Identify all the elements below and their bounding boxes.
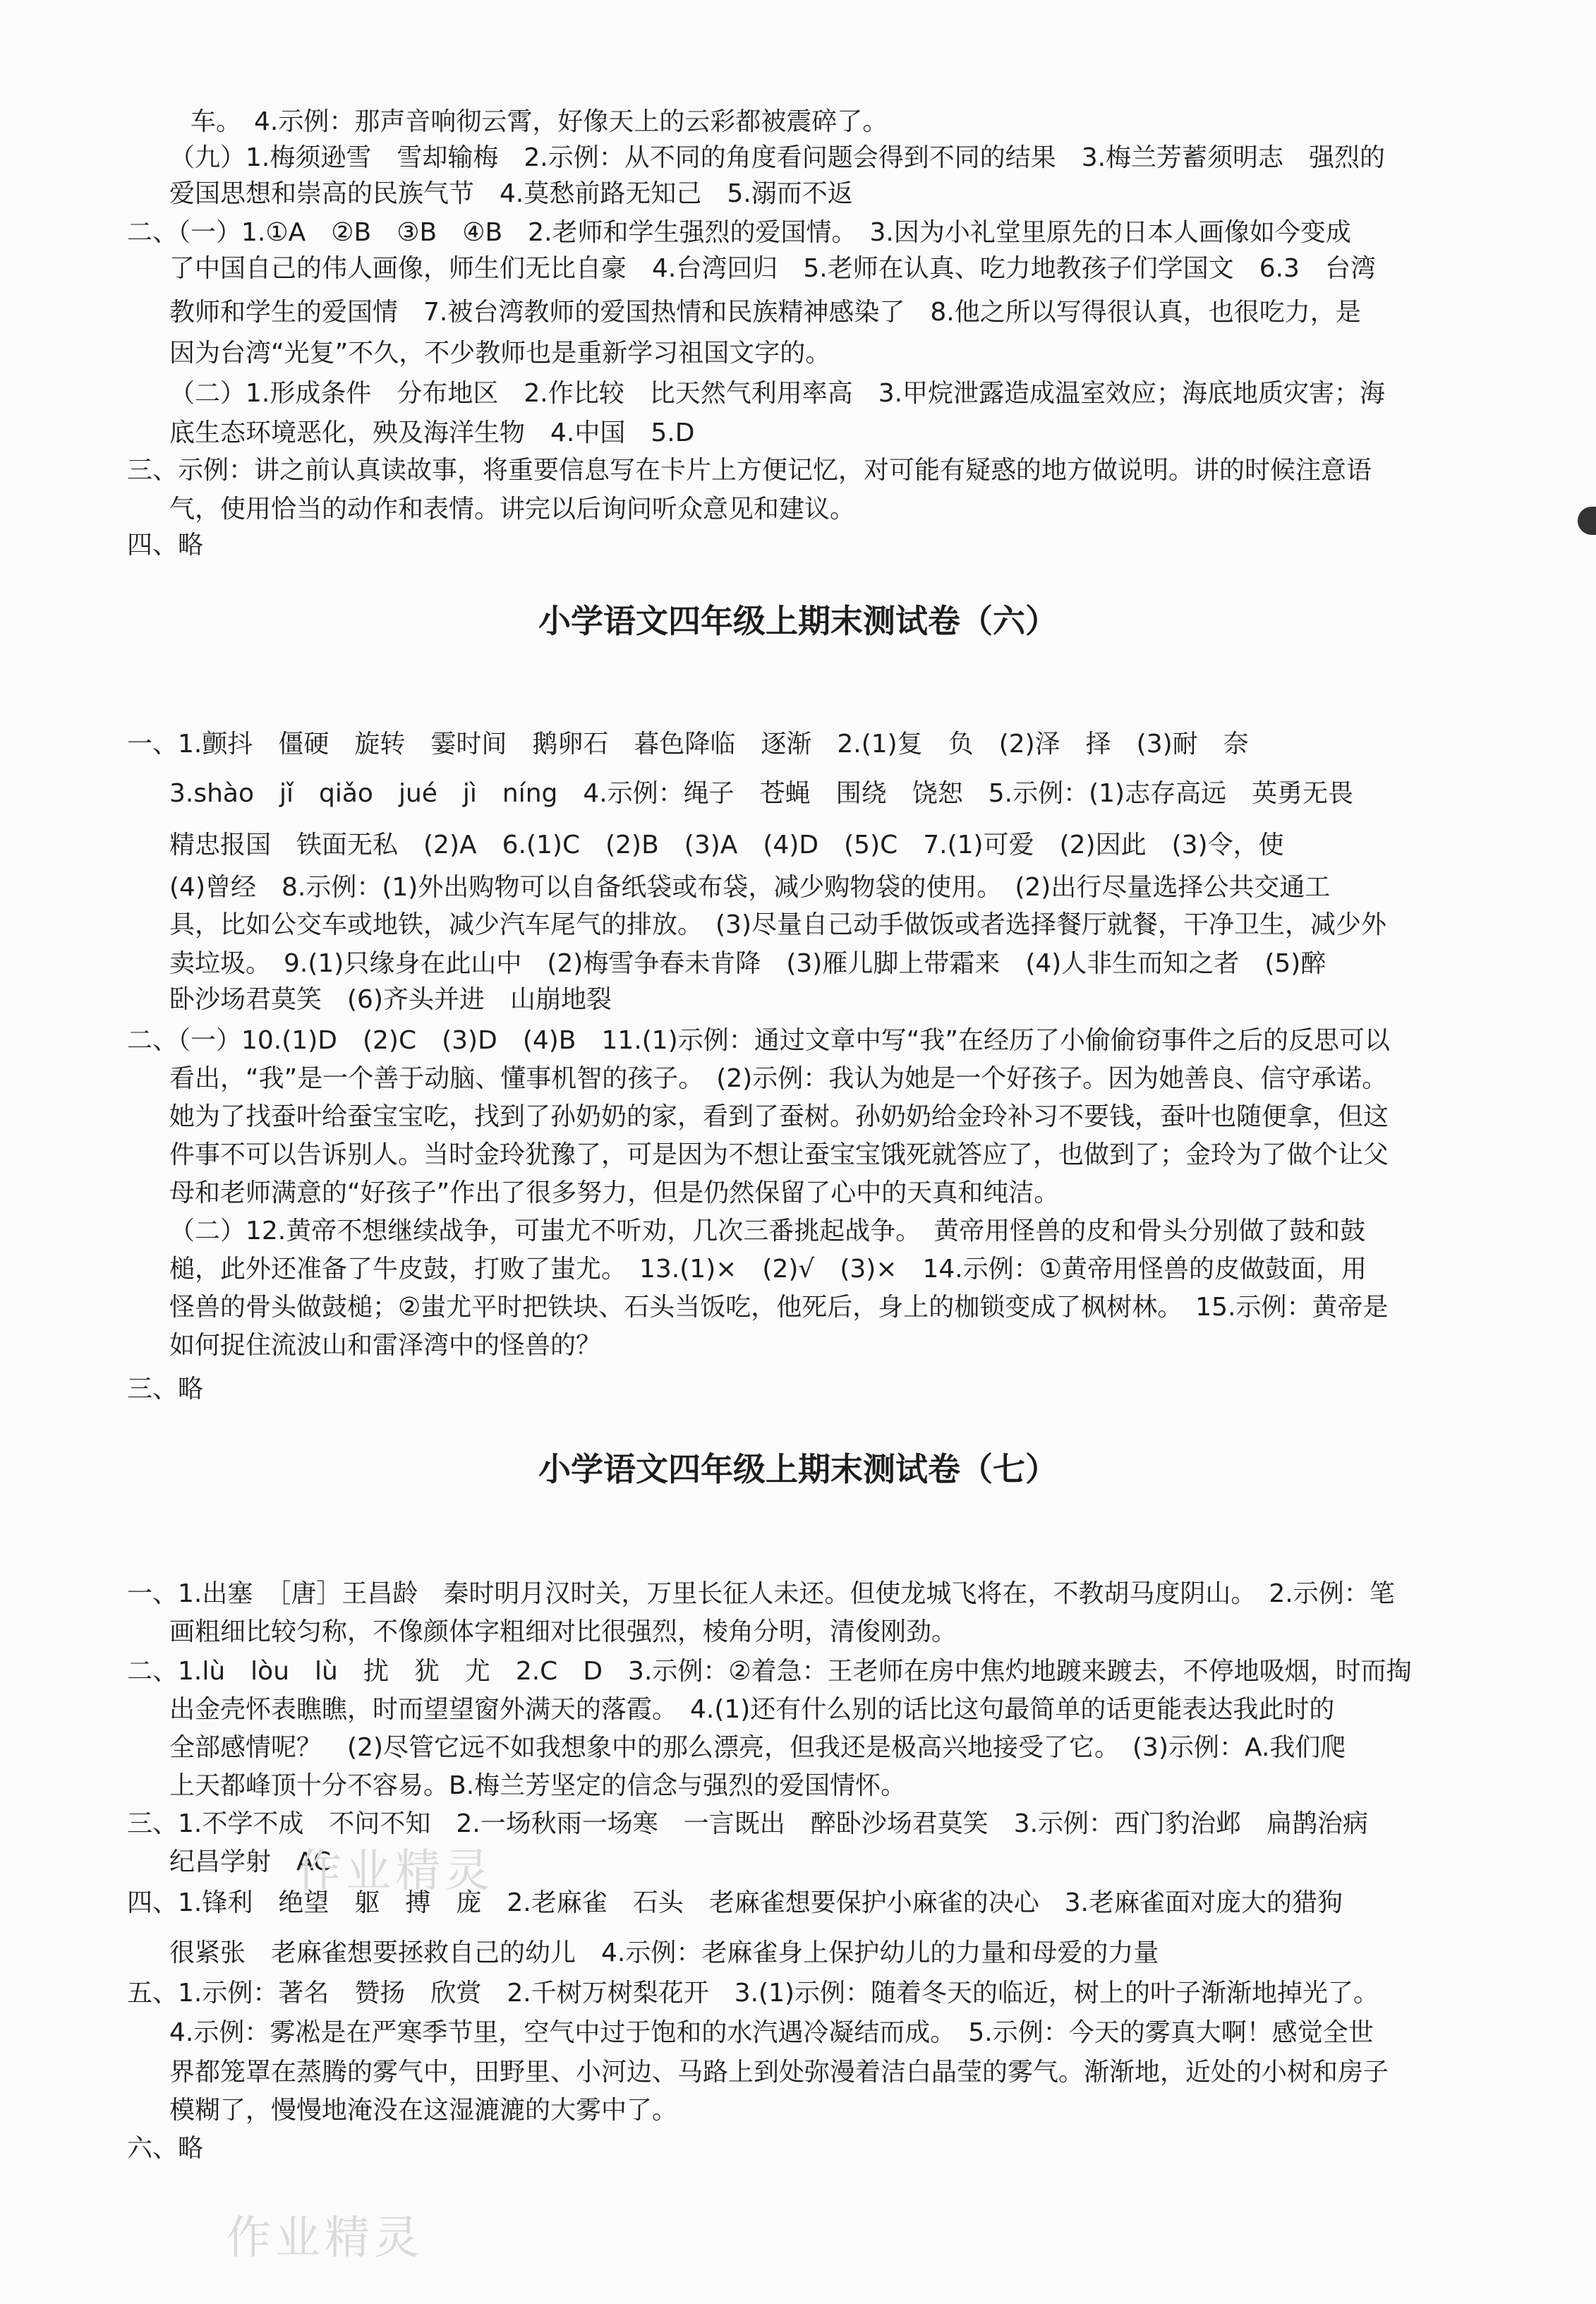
text-line: 3.shào jǐ qiǎo jué jì níng 4.示例：绳子 苍蝇 围绕 饶恕 5.示例：(1)志存高远 英勇无畏 [169, 779, 1354, 808]
text-line: 画粗细比较匀称，不像颜体字粗细对比很强烈，棱角分明，清俊刚劲。 [169, 1617, 957, 1646]
section-title: 小学语文四年级上期末测试卷（七） [538, 1450, 1058, 1488]
text-line: 具，比如公交车或地铁，减少汽车尾气的排放。 (3)尽量自己动手做饭或者选择餐厅就餐，干净卫生，减少外 [169, 910, 1386, 939]
text-line: 纪昌学射 AC [169, 1847, 332, 1876]
text-line: 四、略 [127, 531, 204, 560]
text-line: 母和老师满意的“好孩子”作出了很多努力，但是仍然保留了心中的天真和纯洁。 [169, 1178, 1060, 1207]
watermark: 作业精灵 [296, 1845, 494, 1898]
page-edge-mark [1578, 507, 1596, 535]
text-line: 很紧张 老麻雀想要拯救自己的幼儿 4.示例：老麻雀身上保护幼儿的力量和母爱的力量 [169, 1938, 1159, 1967]
section-title: 小学语文四年级上期末测试卷（六） [538, 602, 1058, 640]
text-line: 精忠报国 铁面无私 (2)A 6.(1)C (2)B (3)A (4)D (5)C 7.(1)可爱 (2)因此 (3)令，使 [169, 831, 1284, 860]
text-line: 件事不可以告诉别人。当时金玲犹豫了，可是因为不想让蚕宝宝饿死就答应了，也做到了；金玲为了做个让父 [169, 1140, 1389, 1169]
text-line: 卧沙场君莫笑 (6)齐头并进 山崩地裂 [169, 985, 612, 1014]
text-line: 二、1.lù lòu lù 扰 犹 尤 2.C D 3.示例：②着急：王老师在房中焦灼地踱来踱去，不停地吸烟，时而掏 [127, 1657, 1412, 1686]
text-line: 如何捉住流波山和雷泽湾中的怪兽的？ [169, 1331, 602, 1360]
text-line: 出金壳怀表瞧瞧，时而望望窗外满天的落霞。 4.(1)还有什么别的话比这句最简单的话更能表达我此时的 [169, 1695, 1335, 1724]
text-line: 全部感情呢？ (2)尽管它远不如我想象中的那么漂亮，但我还是极高兴地接受了它。 (3)示例：A.我们爬 [169, 1733, 1346, 1762]
text-line: (4)曾经 8.示例：(1)外出购物可以自备纸袋或布袋，减少购物袋的使用。 (2)出行尽量选择公共交通工 [169, 873, 1331, 902]
text-line: 气，使用恰当的动作和表情。讲完以后询问听众意见和建议。 [169, 495, 856, 524]
text-line: 上天都峰顶十分不容易。B.梅兰芳坚定的信念与强烈的爱国情怀。 [169, 1771, 907, 1800]
text-line: 怪兽的骨头做鼓槌；②蚩尤平时把铁块、石头当饭吃，他死后，身上的枷锁变成了枫树林。 15.示例：黄帝是 [169, 1293, 1389, 1322]
text-line: 卖垃圾。 9.(1)只缘身在此山中 (2)梅雪争春未肯降 (3)雁儿脚上带霜来 (4)人非生而知之者 (5)醉 [169, 949, 1326, 978]
text-line: （九）1.梅须逊雪 雪却输梅 2.示例：从不同的角度看问题会得到不同的结果 3.梅兰芳蓄须明志 强烈的 [169, 143, 1386, 172]
text-line: 底生态环境恶化，殃及海洋生物 4.中国 5.D [169, 418, 695, 447]
text-line: 三、略 [127, 1375, 204, 1404]
text-line: 因为台湾“光复”不久，不少教师也是重新学习祖国文字的。 [169, 339, 831, 368]
text-line: 六、略 [127, 2134, 204, 2163]
text-line: 了中国自己的伟人画像，师生们无比自豪 4.台湾回归 5.老师在认真、吃力地教孩子们学国文 6.3 台湾 [169, 254, 1376, 283]
text-line: 4.示例：雾凇是在严寒季节里，空气中过于饱和的水汽遇冷凝结而成。 5.示例：今天的雾真大啊！感觉全世 [169, 2018, 1374, 2047]
text-line: 二、（一）1.①A ②B ③B ④B 2.老师和学生强烈的爱国情。 3.因为小礼堂里原先的日本人画像如今变成 [127, 218, 1351, 247]
text-line: 一、1.颤抖 僵硬 旋转 霎时间 鹅卵石 暮色降临 逐渐 2.(1)复 负 (2)泽 择 (3)耐 奈 [127, 730, 1249, 759]
watermark: 作业精灵 [226, 2212, 423, 2264]
text-line: 爱国思想和崇高的民族气节 4.莫愁前路无知己 5.溺而不返 [169, 179, 853, 208]
text-line: （二）12.黄帝不想继续战争，可蚩尤不听劝，几次三番挑起战争。 黄帝用怪兽的皮和骨头分别做了鼓和鼓 [169, 1217, 1366, 1246]
text-line: 界都笼罩在蒸腾的雾气中，田野里、小河边、马路上到处弥漫着洁白晶莹的雾气。渐渐地，近处的小树和房子 [169, 2058, 1389, 2087]
text-line: 她为了找蚕叶给蚕宝宝吃，找到了孙奶奶的家，看到了蚕树。孙奶奶给金玲补习不要钱，蚕叶也随便拿，但这 [169, 1102, 1389, 1131]
text-line: 三、1.不学不成 不问不知 2.一场秋雨一场寒 一言既出 醉卧沙场君莫笑 3.示例：西门豹治邺 扁鹊治病 [127, 1809, 1369, 1838]
text-line: 车。 4.示例：那声音响彻云霄，好像天上的云彩都被震碎了。 [191, 107, 888, 136]
text-line: 二、（一）10.(1)D (2)C (3)D (4)B 11.(1)示例：通过文章中写“我”在经历了小偷偷窃事件之后的反思可以 [127, 1026, 1391, 1055]
text-line: （二）1.形成条件 分布地区 2.作比较 比天然气利用率高 3.甲烷泄露造成温室效应；海底地质灾害；海 [169, 379, 1386, 408]
text-line: 模糊了，慢慢地淹没在这湿漉漉的大雾中了。 [169, 2096, 678, 2125]
text-line: 三、示例：讲之前认真读故事，将重要信息写在卡片上方便记忆，对可能有疑惑的地方做说明。讲的时候注意语 [127, 456, 1372, 485]
text-line: 四、1.锋利 绝望 躯 搏 庞 2.老麻雀 石头 老麻雀想要保护小麻雀的决心 3.老麻雀面对庞大的猎狗 [127, 1888, 1343, 1917]
text-line: 教师和学生的爱国情 7.被台湾教师的爱国热情和民族精神感染了 8.他之所以写得很认真，也很吃力，是 [169, 298, 1361, 327]
text-line: 槌，此外还准备了牛皮鼓，打败了蚩尤。 13.(1)× (2)√ (3)× 14.示例：①黄帝用怪兽的皮做鼓面，用 [169, 1255, 1367, 1284]
text-line: 看出，“我”是一个善于动脑、懂事机智的孩子。 (2)示例：我认为她是一个好孩子。因为她善良、信守承诺。 [169, 1064, 1388, 1093]
text-line: 一、1.出塞 ［唐］王昌龄 秦时明月汉时关，万里长征人未还。但使龙城飞将在，不教胡马度阴山。 2.示例：笔 [127, 1579, 1395, 1608]
text-line: 五、1.示例：著名 赞扬 欣赏 2.千树万树梨花开 3.(1)示例：随着冬天的临近，树上的叶子渐渐地掉光了。 [127, 1979, 1379, 2008]
